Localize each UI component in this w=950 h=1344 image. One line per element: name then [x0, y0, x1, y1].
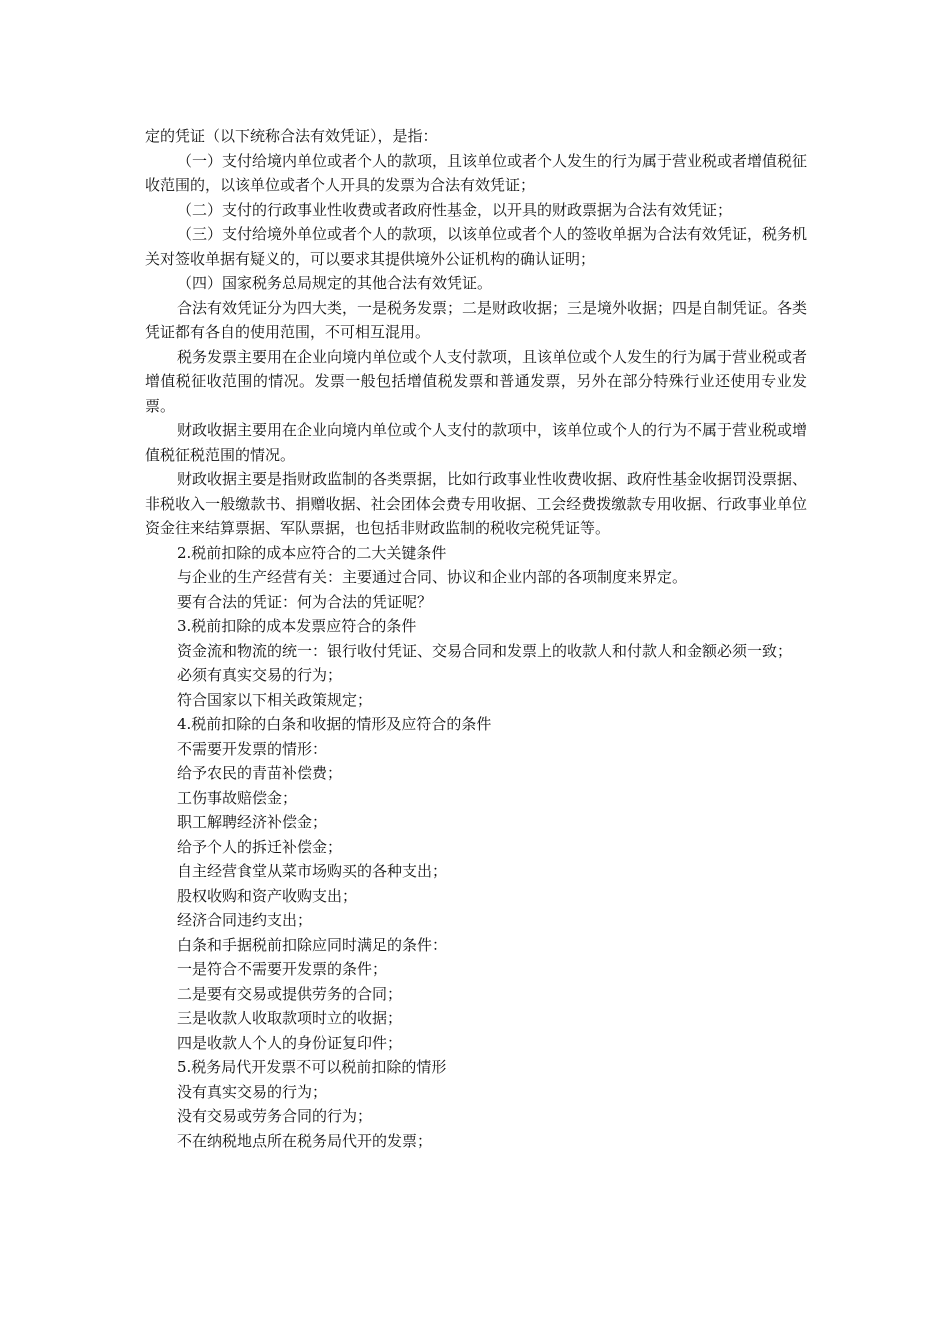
section-heading: 2.税前扣除的成本应符合的二大关键条件 [177, 543, 447, 562]
list-item: 没有交易或劳务合同的行为； [177, 1107, 373, 1125]
paragraph: 定的凭证（以下统称合法有效凭证），是指： [145, 127, 438, 145]
section-heading: 3.税前扣除的成本发票应符合的条件 [177, 617, 417, 635]
paragraph: 税务发票主要用在企业向境内单位或个人支付款项，且该单位或个人发生的行为属于营业税或者增值税征收范围的情况。发票一般包括增值税发票和普通发票，另外在部分特殊行业还使用专业发票。 [145, 347, 808, 415]
list-item: 没有真实交易的行为； [177, 1082, 328, 1101]
list-item: 不在纳税地点所在税务局代开的发票； [177, 1131, 433, 1150]
list-item: 二是要有交易或提供劳务的合同； [177, 984, 403, 1003]
paragraph: 要有合法的凭证：何为合法的凭证呢？ [177, 592, 433, 611]
paragraph: 财政收据主要用在企业向境内单位或个人支付的款项中，该单位或个人的行为不属于营业税或增值税征税范围的情况。 [145, 421, 808, 464]
list-item: 股权收购和资产收购支出； [177, 886, 358, 905]
paragraph: 与企业的生产经营有关：主要通过合同、协议和企业内部的各项制度来界定。 [177, 568, 688, 586]
list-item: 自主经营食堂从菜市场购买的各种支出； [177, 862, 448, 880]
section-heading: 5.税务局代开发票不可以税前扣除的情形 [177, 1058, 447, 1076]
paragraph: 合法有效凭证分为四大类，一是税务发票；二是财政收据；三是境外收据；四是自制凭证。各类凭证都有各自的使用范围，不可相互混用。 [145, 298, 808, 341]
paragraph: （三）支付给境外单位或者个人的款项，以该单位或者个人的签收单据为合法有效凭证，税务机关对签收单据有疑义的，可以要求其提供境外公证机构的确认证明； [145, 225, 808, 268]
list-item: 一是符合不需要开发票的条件； [177, 960, 388, 978]
paragraph: 不需要开发票的情形： [177, 739, 328, 758]
document-body [145, 124, 807, 1153]
paragraph: 资金流和物流的统一：银行收付凭证、交易合同和发票上的收款人和付款人和金额必须一致； [177, 641, 793, 660]
list-item: 职工解聘经济补偿金； [177, 813, 328, 831]
list-item: 工伤事故赔偿金； [177, 788, 298, 807]
list-item: 给予农民的青苗补偿费； [177, 764, 343, 782]
list-item: 经济合同违约支出； [177, 911, 313, 929]
list-item: 必须有真实交易的行为； [177, 666, 343, 684]
paragraph: 财政收据主要是指财政监制的各类票据，比如行政事业性收费收据、政府性基金收据罚没票据、非税收入一般缴款书、捐赠收据、社会团体会费专用收据、工会经费拨缴款专用收据、行政事业单位资金往来结算票据、军队票据，也包括非财政监制的税收完税凭证等。 [145, 470, 808, 537]
paragraph: （二）支付的行政事业性收费或者政府性基金，以开具的财政票据为合法有效凭证； [177, 200, 733, 219]
list-item: 给予个人的拆迁补偿金； [177, 837, 343, 856]
list-item: 符合国家以下相关政策规定； [177, 690, 373, 709]
paragraph: 白条和手据税前扣除应同时满足的条件： [177, 935, 448, 954]
list-item: 四是收款人个人的身份证复印件； [177, 1033, 403, 1052]
section-heading: 4.税前扣除的白条和收据的情形及应符合的条件 [177, 715, 492, 733]
list-item: 三是收款人收取款项时立的收据； [177, 1009, 403, 1027]
paragraph: （四）国家税务总局规定的其他合法有效凭证。 [177, 274, 493, 292]
paragraph: （一）支付给境内单位或者个人的款项，且该单位或者个人发生的行为属于营业税或者增值税征收范围的，以该单位或者个人开具的发票为合法有效凭证； [145, 151, 808, 194]
